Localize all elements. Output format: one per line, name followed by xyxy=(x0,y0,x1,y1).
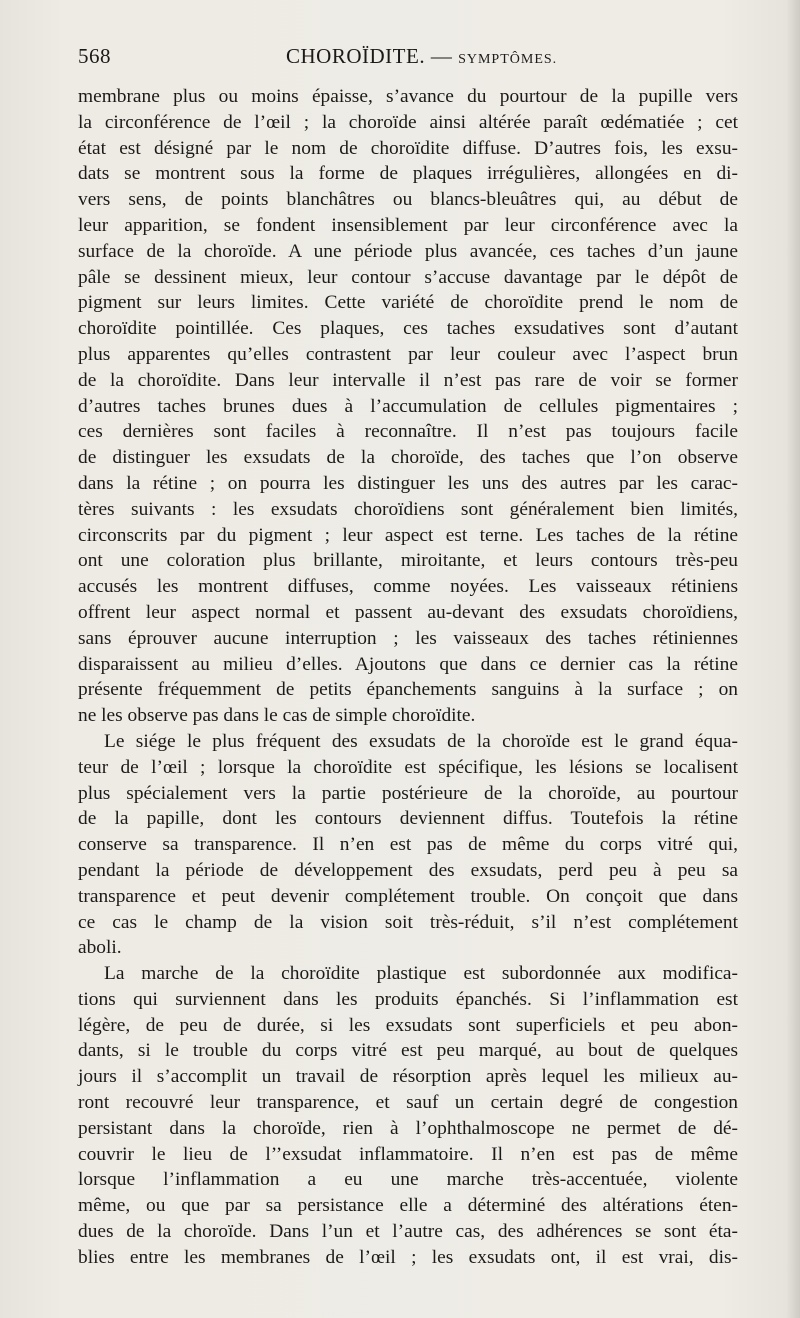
text-line: de la papille, dont les contours deviennent diffus. Toutefois la rétine xyxy=(78,808,738,830)
text-line: aboli. xyxy=(78,937,122,959)
text-line: tions qui surviennent dans les produits épanchés. Si l’inflammation est xyxy=(78,988,738,1010)
page-edge-shadow xyxy=(786,0,800,1318)
text-line: dats se montrent sous la forme de plaques irrégulières, allongées en di- xyxy=(78,163,738,185)
text-line: jours il s’accomplit un travail de résorption après lequel les milieux au- xyxy=(78,1066,738,1088)
body-text xyxy=(78,84,738,1271)
text-line: présente fréquemment de petits épanchements sanguins à la surface ; on xyxy=(78,679,738,701)
text-line: de la choroïdite. Dans leur intervalle il n’est pas rare de voir se former xyxy=(78,369,738,391)
running-title xyxy=(286,44,557,69)
text-line: d’autres taches brunes dues à l’accumulation de cellules pigmentaires ; xyxy=(78,395,738,417)
text-line: leur apparition, se fondent insensiblement par leur circonférence avec la xyxy=(78,214,738,236)
text-line: pâle se dessinent mieux, leur contour s’accuse davantage par le dépôt de xyxy=(78,266,738,288)
text-line: ne les observe pas dans le cas de simple choroïdite. xyxy=(78,705,476,727)
page-number: 568 xyxy=(78,44,111,68)
text-line: légère, de peu de durée, si les exsudats sont superficiels et peu abon- xyxy=(78,1014,738,1036)
text-line: dues de la choroïde. Dans l’un et l’autre cas, des adhérences se sont éta- xyxy=(78,1221,738,1243)
text-line: état est désigné par le nom de choroïdite diffuse. D’autres fois, les exsu- xyxy=(78,137,738,159)
text-line: dants, si le trouble du corps vitré est peu marqué, au bout de quelques xyxy=(78,1040,738,1062)
text-line: ront recouvré leur transparence, et sauf un certain degré de congestion xyxy=(78,1092,738,1114)
text-line: accusés les montrent diffuses, comme noyées. Les vaisseaux rétiniens xyxy=(78,576,738,598)
text-line: offrent leur aspect normal et passent au-devant des exsudats choroïdiens, xyxy=(78,601,738,623)
text-line: surface de la choroïde. A une période plus avancée, ces taches d’un jaune xyxy=(78,240,738,262)
page-header xyxy=(78,44,738,72)
text-line: persistant dans la choroïde, rien à l’ophthalmoscope ne permet de dé- xyxy=(78,1117,738,1139)
text-line: même, ou que par sa persistance elle a déterminé des altérations éten- xyxy=(78,1195,738,1217)
text-line: plus apparentes qu’elles contrastent par leur couleur avec l’aspect brun xyxy=(78,343,738,365)
text-line: disparaissent au milieu d’elles. Ajoutons que dans ce dernier cas la rétine xyxy=(78,653,738,675)
text-line: sans éprouver aucune interruption ; les vaisseaux des taches rétiniennes xyxy=(78,627,738,649)
text-line: pigment sur leurs limites. Cette variété de choroïdite prend le nom de xyxy=(78,292,738,314)
text-line: membrane plus ou moins épaisse, s’avance du pourtour de la pupille vers xyxy=(78,86,738,107)
running-title-main: CHOROÏDITE. xyxy=(286,44,426,68)
running-title-dash: — xyxy=(430,44,453,68)
text-line: la circonférence de l’œil ; la choroïde ainsi altérée paraît œdématiée ; cet xyxy=(78,111,738,133)
text-line: couvrir le lieu de l’’exsudat inflammatoire. Il n’en est pas de même xyxy=(78,1143,738,1165)
text-line: transparence et peut devenir complétement trouble. On conçoit que dans xyxy=(78,885,738,907)
text-line: circonscrits par du pigment ; leur aspect est terne. Les taches de la rétine xyxy=(78,524,738,546)
text-line: vers sens, de points blanchâtres ou blancs-bleuâtres qui, au début de xyxy=(78,189,738,211)
running-title-subtitle: SYMPTÔMES. xyxy=(458,52,558,67)
text-line: tères suivants : les exsudats choroïdiens sont généralement bien limités, xyxy=(78,498,738,520)
text-line: dans la rétine ; on pourra les distinguer les uns des autres par les carac- xyxy=(78,472,738,494)
text-line: Le siége le plus fréquent des exsudats de la choroïde est le grand équa- xyxy=(104,730,738,752)
text-line: ce cas le champ de la vision soit très-réduit, s’il n’est complétement xyxy=(78,911,738,933)
text-line: blies entre les membranes de l’œil ; les exsudats ont, il est vrai, dis- xyxy=(78,1246,738,1268)
text-line: ces dernières sont faciles à reconnaître. Il n’est pas toujours facile xyxy=(78,421,738,443)
text-line: ont une coloration plus brillante, miroitante, et leurs contours très-peu xyxy=(78,550,738,572)
text-line: conserve sa transparence. Il n’en est pas de même du corps vitré qui, xyxy=(78,834,738,856)
text-line: lorsque l’inflammation a eu une marche très-accentuée, violente xyxy=(78,1169,738,1191)
text-line: La marche de la choroïdite plastique est subordonnée aux modifica- xyxy=(104,963,738,985)
text-line: plus spécialement vers la partie postérieure de la choroïde, au pourtour xyxy=(78,782,738,804)
text-line: teur de l’œil ; lorsque la choroïdite est spécifique, les lésions se localisent xyxy=(78,756,738,778)
text-line: pendant la période de développement des exsudats, perd peu à peu sa xyxy=(78,859,738,881)
text-line: choroïdite pointillée. Ces plaques, ces taches exsudatives sont d’autant xyxy=(78,318,738,340)
text-line: de distinguer les exsudats de la choroïde, des taches que l’on observe xyxy=(78,447,738,469)
